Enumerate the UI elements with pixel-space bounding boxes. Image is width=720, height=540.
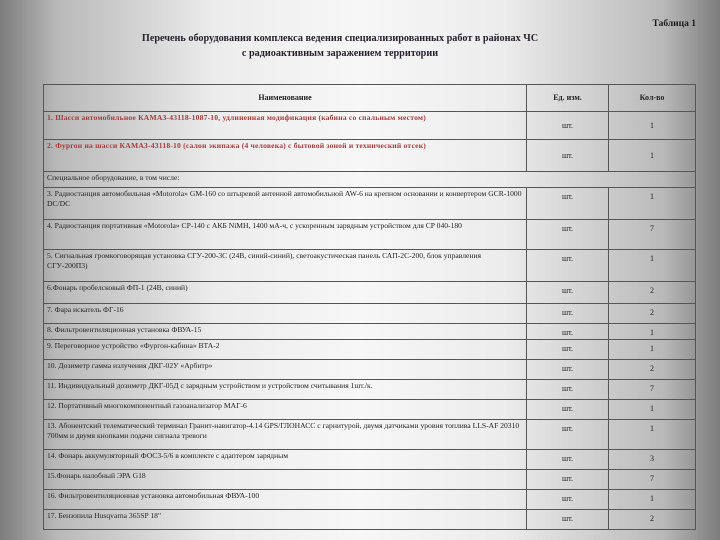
row-unit: шт.: [527, 490, 609, 510]
row-unit: шт.: [527, 470, 609, 490]
table-row: [44, 490, 696, 510]
row-name: 8. Фильтровентиляционная установка ФВУА-15: [44, 324, 527, 340]
row-qty: 3: [609, 450, 696, 470]
title-line-2: с радиоактивным заражением территории: [241, 48, 439, 59]
row-unit: шт.: [527, 140, 609, 172]
equipment-table: [43, 84, 696, 530]
row-qty: 1: [609, 188, 696, 220]
table-header-row: [44, 85, 696, 112]
row-unit: шт.: [527, 304, 609, 324]
row-name: 11. Индивидуальный дозиметр ДКГ-05Д с зарядным устройством и устройством считывания 1шт./к.: [44, 380, 527, 400]
section-row: [44, 172, 696, 188]
row-unit: шт.: [527, 250, 609, 282]
table-row: [44, 470, 696, 490]
table-row: [44, 304, 696, 324]
row-qty: 1: [609, 340, 696, 360]
header-name: Наименование: [44, 85, 527, 112]
row-unit: шт.: [527, 220, 609, 250]
row-name: 3. Радиостанция автомобильная «Motorola» GM-160 со штыревой антенной автомобильной AW-6 на крепном основании и конвертером GCR-1000 DC/DC: [44, 188, 527, 220]
row-qty: 2: [609, 510, 696, 530]
row-unit: шт.: [527, 380, 609, 400]
row-qty: 1: [609, 250, 696, 282]
row-name: 10. Дозиметр гамма излучения ДКГ-02У «Арбитр»: [44, 360, 527, 380]
row-unit: шт.: [527, 324, 609, 340]
row-name: 15.Фонарь налобный ЭРА G18: [44, 470, 527, 490]
row-name: 6.Фонарь пробелсковый ФП-1 (24В, синий): [44, 282, 527, 304]
row-qty: 7: [609, 220, 696, 250]
row-name: 16. Фильтровентиляционная установка автомобильная ФВУА-100: [44, 490, 527, 510]
row-qty: 1: [609, 400, 696, 420]
document-title: [60, 31, 620, 61]
row-name: 12. Портативный многокомпонентный газоанализатор МАГ-6: [44, 400, 527, 420]
row-name: 13. Абонентский телематический терминал Гранит-навигатор-4.14 GPS/ГЛОНАСС с гарнитурой, двумя датчиками уровня топлива LLS-AF 20310 700мм и двумя кнопками подачи сигнала тревоги: [44, 420, 527, 450]
row-unit: шт.: [527, 340, 609, 360]
row-unit: шт.: [527, 360, 609, 380]
row-qty: 1: [609, 324, 696, 340]
row-qty: 1: [609, 490, 696, 510]
table-row: [44, 282, 696, 304]
row-unit: шт.: [527, 400, 609, 420]
row-qty: 7: [609, 470, 696, 490]
title-line-1: Перечень оборудования комплекса ведения специализированных работ в районах ЧС: [141, 33, 539, 44]
row-qty: 7: [609, 380, 696, 400]
row-name: 7. Фара искатель ФГ-16: [44, 304, 527, 324]
row-unit: шт.: [527, 188, 609, 220]
table-row: [44, 140, 696, 172]
table-row: [44, 112, 696, 140]
row-name: 1. Шасси автомобильное КАМАЗ-43118-1087-10, удлиненная модификация (кабина со спальным местом): [44, 112, 527, 140]
header-qty: Кол-во: [609, 85, 696, 112]
row-unit: шт.: [527, 112, 609, 140]
section-title: Специальное оборудование, в том числе:: [44, 172, 696, 188]
row-unit: шт.: [527, 450, 609, 470]
table-row: [44, 420, 696, 450]
row-unit: шт.: [527, 420, 609, 450]
table-row: [44, 324, 696, 340]
row-qty: 1: [609, 420, 696, 450]
row-name: 9. Переговорное устройство «Фургон-кабина» ВТА-2: [44, 340, 527, 360]
table-row: [44, 510, 696, 530]
header-unit: Ед. изм.: [527, 85, 609, 112]
row-qty: 2: [609, 282, 696, 304]
row-name: 2. Фургон на шасси КАМАЗ-43118-10 (салон экипажа (4 человека) с бытовой зоной и технический отсек): [44, 140, 527, 172]
row-qty: 1: [609, 112, 696, 140]
table-row: [44, 380, 696, 400]
table-row: [44, 360, 696, 380]
row-name: 4. Радиостанция портативная «Motorola» CP-140 с АКБ NiMH, 1400 мА-ч, с ускоренным зарядным устройством для CP 040-180: [44, 220, 527, 250]
row-name: 5. Сигнальная громкоговорящая установка СГУ-200-3С (24В, синий-синий), светоакустическая панель САП-2С-200, блок управления СГУ-200П3): [44, 250, 527, 282]
table-row: [44, 400, 696, 420]
row-name: 17. Бензопила Husqvarna 365SP 18": [44, 510, 527, 530]
table-row: [44, 340, 696, 360]
table-row: [44, 220, 696, 250]
row-name: 14. Фонарь аккумуляторный ФОС3-5/6 в комплекте с адаптером зарядным: [44, 450, 527, 470]
table-row: [44, 250, 696, 282]
table-row: [44, 450, 696, 470]
table-number: Таблица 1: [652, 19, 696, 29]
row-qty: 2: [609, 360, 696, 380]
table-row: [44, 188, 696, 220]
row-unit: шт.: [527, 510, 609, 530]
row-qty: 2: [609, 304, 696, 324]
row-qty: 1: [609, 140, 696, 172]
row-unit: шт.: [527, 282, 609, 304]
